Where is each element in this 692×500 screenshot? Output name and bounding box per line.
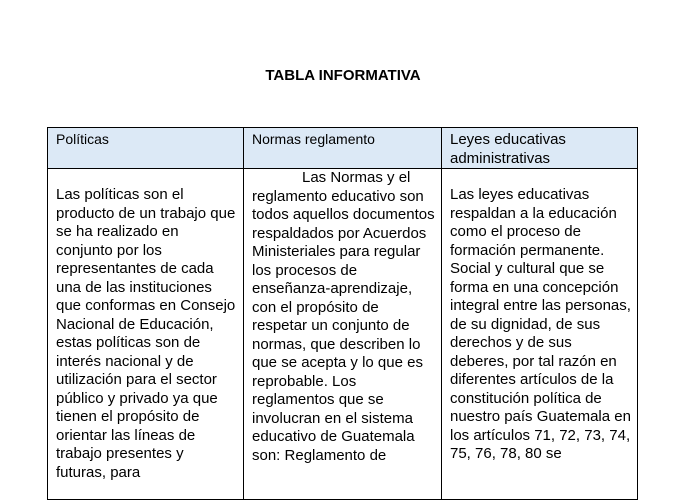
cell-leyes-educativas-text: Las leyes educativas respaldan a la educación como el proceso de formación permanente. Social y cultural que se forma en una concepción integral entre las personas, de su dignidad, de sus derechos y de sus deberes, por tal razón en diferentes artículos de la constitución política de nuestro país Guatemala en los artículos 71, 72, 73, 74, 75, 76, 78, 80 se (450, 186, 631, 462)
cell-leyes-educativas (442, 169, 638, 500)
cell-normas-reglamento-text: Las Normas y el reglamento educativo son todos aquellos documentos respaldados por Acuerdos Ministeriales para regular los procesos de enseñanza-aprendizaje, con el propósito de respetar un conjunto de normas, que describen lo que se acepta y lo que es reprobable. Los reglamentos que se involucran en el sistema educativo de Guatemala son: Reglamento de (252, 169, 435, 464)
cell-normas-reglamento (244, 169, 442, 500)
cell-politicas-text: Las políticas son el producto de un trabajo que se ha realizado en conjunto por los representantes de cada una de las instituciones que conformas en Consejo Nacional de Educación, estas políticas son de interés nacional y de utilización para el sector público y privado ya que tienen el propósito de orientar las líneas de trabajo presentes y futuras, para (56, 186, 236, 481)
info-table (47, 127, 638, 500)
header-politicas: Políticas (48, 128, 244, 169)
document-title: TABLA INFORMATIVA (265, 67, 421, 84)
table-header-row (48, 128, 638, 169)
header-normas-reglamento: Normas reglamento (244, 128, 442, 169)
table-row (48, 169, 638, 500)
header-leyes-educativas: Leyes educativas administrativas (442, 128, 638, 169)
cell-politicas (48, 169, 244, 500)
